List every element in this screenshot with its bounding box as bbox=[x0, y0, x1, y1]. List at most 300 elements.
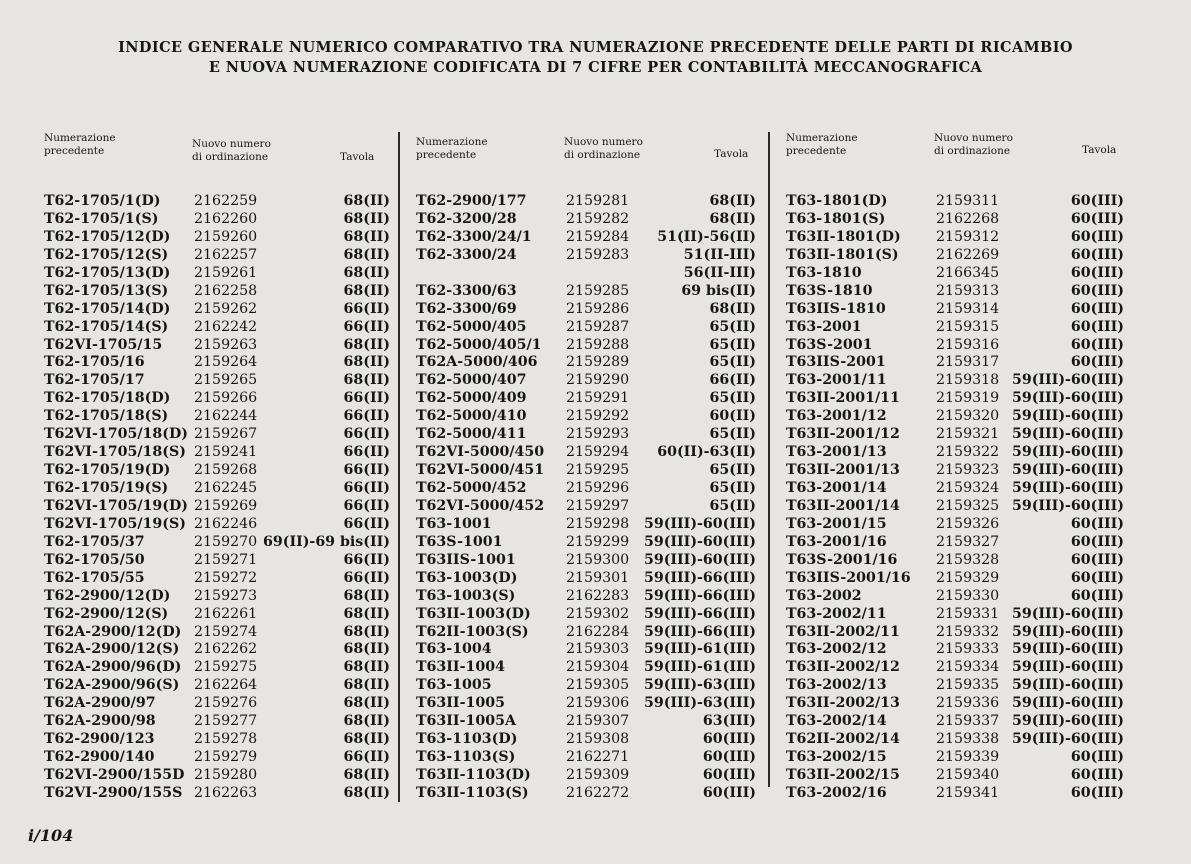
old-number-cell: T63-2001 bbox=[786, 318, 862, 335]
new-number-cell: 2159263 bbox=[194, 336, 258, 353]
table-row bbox=[416, 318, 756, 336]
table-row bbox=[44, 371, 390, 389]
rows-column-2 bbox=[416, 192, 756, 802]
new-number-cell: 2159316 bbox=[936, 336, 1000, 353]
old-number-cell: T62-1705/19(D) bbox=[44, 462, 171, 479]
new-number-cell: 2159330 bbox=[936, 587, 1000, 604]
tavola-cell: 65(II) bbox=[709, 462, 756, 479]
old-number-cell: T63II-1103(S) bbox=[416, 784, 529, 801]
tavola-cell: 68(II) bbox=[343, 695, 390, 712]
old-number-cell: T62VI-2900/155D bbox=[44, 767, 185, 783]
table-row bbox=[786, 569, 1124, 587]
new-number-cell: 2159300 bbox=[566, 551, 630, 568]
new-number-cell: 2162261 bbox=[194, 605, 258, 622]
tavola-cell: 59(III)-60(III) bbox=[643, 551, 756, 568]
tavola-cell: 60(III) bbox=[702, 749, 756, 766]
tavola-cell: 68(II) bbox=[343, 784, 390, 801]
new-number-cell: 2159302 bbox=[566, 605, 630, 622]
tavola-cell: 59(III)-60(III) bbox=[1011, 497, 1124, 514]
page-number: i/104 bbox=[28, 826, 74, 845]
new-number-cell: 2159313 bbox=[936, 282, 1000, 299]
new-number-cell: 2159268 bbox=[194, 462, 258, 479]
tavola-cell: 56(II-III) bbox=[683, 264, 756, 281]
new-number-cell: 2159303 bbox=[566, 641, 630, 658]
table-row bbox=[416, 497, 756, 515]
new-number-cell: 2162257 bbox=[194, 246, 258, 263]
tavola-cell: 59(III)-60(III) bbox=[1011, 713, 1124, 730]
tavola-cell: 60(II)-63(II) bbox=[657, 444, 756, 461]
old-number-cell: T62-1705/37 bbox=[44, 533, 145, 550]
tavola-cell: 59(III)-60(III) bbox=[643, 515, 756, 532]
tavola-cell: 59(III)-60(III) bbox=[1011, 444, 1124, 461]
tavola-cell: 65(II) bbox=[709, 354, 756, 371]
tavola-cell: 59(III)-60(III) bbox=[1011, 623, 1124, 640]
old-number-cell: T63S-1810 bbox=[786, 282, 873, 299]
old-number-cell: T62A-5000/406 bbox=[416, 354, 538, 371]
column-divider-2 bbox=[768, 132, 770, 787]
new-number-cell: 2159294 bbox=[566, 444, 630, 461]
table-row bbox=[786, 712, 1124, 730]
old-number-cell: T62-1705/18(S) bbox=[44, 408, 169, 425]
tavola-cell: 59(III)-63(III) bbox=[643, 695, 756, 712]
tavola-cell: 65(II) bbox=[709, 390, 756, 407]
table-row bbox=[786, 766, 1124, 784]
old-number-cell: T62-1705/50 bbox=[44, 551, 145, 568]
old-number-cell: T62-2900/177 bbox=[416, 193, 527, 209]
new-number-cell: 2159314 bbox=[936, 300, 1000, 317]
table-row bbox=[786, 264, 1124, 282]
old-number-cell: T63-1801(D) bbox=[786, 193, 888, 209]
table-row bbox=[416, 192, 756, 210]
new-number-cell: 2162260 bbox=[194, 210, 258, 227]
old-number-cell: T63II-1005A bbox=[416, 713, 516, 730]
tavola-cell: 59(III)-66(III) bbox=[643, 569, 756, 586]
tavola-cell: 51(II-III) bbox=[683, 246, 756, 263]
new-number-cell: 2162264 bbox=[194, 677, 258, 694]
table-row bbox=[44, 479, 390, 497]
table-row bbox=[786, 587, 1124, 605]
tavola-cell: 68(II) bbox=[343, 264, 390, 281]
new-number-cell: 2159340 bbox=[936, 767, 1000, 783]
table-row bbox=[416, 300, 756, 318]
table-row bbox=[416, 658, 756, 676]
old-number-cell: T62-5000/405/1 bbox=[416, 336, 542, 353]
table-row bbox=[786, 282, 1124, 300]
old-number-cell: T63-2001/11 bbox=[786, 372, 887, 389]
old-number-cell: T62-1705/55 bbox=[44, 569, 145, 586]
tavola-cell: 66(II) bbox=[343, 426, 390, 443]
old-number-cell: T62-5000/407 bbox=[416, 372, 527, 389]
tavola-cell: 60(III) bbox=[702, 784, 756, 801]
tavola-cell: 66(II) bbox=[343, 551, 390, 568]
old-number-cell: T62-3300/69 bbox=[416, 300, 517, 317]
tavola-cell: 59(III)-60(III) bbox=[1011, 462, 1124, 479]
old-number-cell: T62-3300/24 bbox=[416, 246, 517, 263]
table-row bbox=[44, 766, 390, 784]
old-number-cell: T63-1003(D) bbox=[416, 569, 518, 586]
tavola-cell: 68(II) bbox=[343, 210, 390, 227]
tavola-cell: 60(III) bbox=[1070, 282, 1124, 299]
new-number-cell: 2162283 bbox=[566, 587, 630, 604]
new-number-cell: 2159319 bbox=[936, 390, 1000, 407]
old-number-cell: T62VI-1705/18(S) bbox=[44, 444, 186, 461]
tavola-cell: 60(III) bbox=[1070, 749, 1124, 766]
new-number-cell: 2159292 bbox=[566, 408, 630, 425]
tavola-cell: 66(II) bbox=[343, 749, 390, 766]
new-number-cell: 2159290 bbox=[566, 372, 630, 389]
table-row bbox=[786, 425, 1124, 443]
table-row bbox=[786, 551, 1124, 569]
table-row bbox=[44, 407, 390, 425]
tavola-cell: 59(III)-60(III) bbox=[1011, 408, 1124, 425]
table-row bbox=[44, 730, 390, 748]
new-number-cell: 2159312 bbox=[936, 228, 1000, 245]
old-number-cell: T63II-1801(S) bbox=[786, 246, 899, 263]
tavola-cell: 60(III) bbox=[702, 731, 756, 748]
table-row bbox=[44, 784, 390, 802]
tavola-cell: 60(III) bbox=[1070, 228, 1124, 245]
tavola-cell: 60(III) bbox=[1070, 210, 1124, 227]
old-number-cell: T63II-2001/13 bbox=[786, 462, 900, 479]
table-row bbox=[416, 533, 756, 551]
new-number-cell: 2159328 bbox=[936, 551, 1000, 568]
new-number-cell: 2159279 bbox=[194, 749, 258, 766]
table-row bbox=[44, 497, 390, 515]
new-number-cell: 2159337 bbox=[936, 713, 1000, 730]
old-number-cell: T63II-2002/11 bbox=[786, 623, 900, 640]
rows-column-3 bbox=[786, 192, 1124, 802]
table-row bbox=[416, 605, 756, 623]
new-number-cell: 2159299 bbox=[566, 533, 630, 550]
table-row bbox=[44, 533, 390, 551]
tavola-cell: 60(III) bbox=[1070, 246, 1124, 263]
tavola-cell: 68(II) bbox=[343, 677, 390, 694]
new-number-cell: 2159282 bbox=[566, 210, 630, 227]
old-number-cell: T62A-2900/12(S) bbox=[44, 641, 180, 658]
table-row bbox=[416, 264, 756, 282]
table-row bbox=[416, 623, 756, 641]
old-number-cell: T63-1004 bbox=[416, 641, 492, 658]
new-number-cell: 2159284 bbox=[566, 228, 630, 245]
new-number-cell: 2159288 bbox=[566, 336, 630, 353]
tavola-cell: 68(II) bbox=[343, 659, 390, 676]
title-line-1: INDICE GENERALE NUMERICO COMPARATIVO TRA NUMERAZIONE PRECEDENTE DELLE PARTI DI RICAMBIO bbox=[118, 39, 1073, 56]
new-number-cell: 2159278 bbox=[194, 731, 258, 748]
old-number-cell: T62A-2900/96(S) bbox=[44, 677, 180, 694]
table-row bbox=[44, 640, 390, 658]
tavola-cell: 59(III)-61(III) bbox=[643, 659, 756, 676]
new-number-cell: 2159320 bbox=[936, 408, 1000, 425]
tavola-cell: 68(II) bbox=[709, 210, 756, 227]
tavola-cell: 60(III) bbox=[1070, 551, 1124, 568]
tavola-cell: 60(III) bbox=[1070, 354, 1124, 371]
table-row bbox=[44, 587, 390, 605]
new-number-cell: 2159327 bbox=[936, 533, 1000, 550]
table-row bbox=[416, 443, 756, 461]
table-row bbox=[786, 533, 1124, 551]
old-number-cell: T62-5000/405 bbox=[416, 318, 527, 335]
old-number-cell: T63-2002/11 bbox=[786, 605, 887, 622]
table-row bbox=[416, 676, 756, 694]
table-row bbox=[44, 569, 390, 587]
table-row bbox=[786, 605, 1124, 623]
old-number-cell: T63II-1801(D) bbox=[786, 228, 901, 245]
tavola-cell: 65(II) bbox=[709, 426, 756, 443]
table-row bbox=[416, 461, 756, 479]
old-number-cell: T62-1705/1(D) bbox=[44, 193, 161, 209]
table-row bbox=[786, 784, 1124, 802]
new-number-cell: 2159335 bbox=[936, 677, 1000, 694]
table-row bbox=[786, 748, 1124, 766]
new-number-cell: 2159324 bbox=[936, 480, 1000, 496]
old-number-cell: T63II-1003(D) bbox=[416, 605, 531, 622]
new-number-cell: 2159298 bbox=[566, 515, 630, 532]
old-number-cell: T63-1003(S) bbox=[416, 587, 516, 604]
table-row bbox=[44, 425, 390, 443]
table-row bbox=[786, 640, 1124, 658]
tavola-cell: 59(III)-60(III) bbox=[643, 533, 756, 550]
table-row bbox=[786, 623, 1124, 641]
table-row bbox=[416, 228, 756, 246]
table-row bbox=[44, 712, 390, 730]
header-old-number: Numerazione precedente bbox=[416, 136, 488, 161]
table-row bbox=[44, 658, 390, 676]
table-row bbox=[44, 336, 390, 354]
tavola-cell: 66(II) bbox=[709, 372, 756, 389]
table-row bbox=[44, 246, 390, 264]
old-number-cell: T62-1705/14(D) bbox=[44, 300, 171, 317]
new-number-cell: 2159293 bbox=[566, 426, 630, 443]
new-number-cell: 2159276 bbox=[194, 695, 258, 712]
tavola-cell: 60(III) bbox=[1070, 784, 1124, 801]
new-number-cell: 2162244 bbox=[194, 408, 258, 425]
table-row bbox=[786, 515, 1124, 533]
new-number-cell: 2159305 bbox=[566, 677, 630, 694]
table-row bbox=[416, 282, 756, 300]
table-row bbox=[416, 551, 756, 569]
new-number-cell: 2159296 bbox=[566, 480, 630, 496]
new-number-cell: 2162259 bbox=[194, 193, 258, 209]
new-number-cell: 2159322 bbox=[936, 444, 1000, 461]
header-new-number: Nuovo numero di ordinazione bbox=[192, 138, 271, 163]
header-tavola: Tavola bbox=[340, 151, 375, 163]
new-number-cell: 2162272 bbox=[566, 784, 630, 801]
old-number-cell: T63IIS-1810 bbox=[786, 300, 886, 317]
new-number-cell: 2159261 bbox=[194, 264, 258, 281]
table-row bbox=[416, 353, 756, 371]
new-number-cell: 2159264 bbox=[194, 354, 258, 371]
old-number-cell: T62-1705/16 bbox=[44, 354, 145, 371]
new-number-cell: 2159269 bbox=[194, 497, 258, 514]
new-number-cell: 2159274 bbox=[194, 623, 258, 640]
old-number-cell: T62-2900/12(D) bbox=[44, 587, 171, 604]
new-number-cell: 2159317 bbox=[936, 354, 1000, 371]
table-row bbox=[416, 515, 756, 533]
tavola-cell: 59(III)-60(III) bbox=[1011, 480, 1124, 496]
tavola-cell: 60(III) bbox=[1070, 515, 1124, 532]
old-number-cell: T62VI-5000/451 bbox=[416, 462, 545, 479]
table-row bbox=[44, 515, 390, 533]
header-new-number: Nuovo numero di ordinazione bbox=[934, 132, 1013, 157]
table-row bbox=[44, 318, 390, 336]
table-row bbox=[44, 282, 390, 300]
table-row bbox=[416, 587, 756, 605]
old-number-cell: T62VI-2900/155S bbox=[44, 784, 183, 801]
table-row bbox=[44, 389, 390, 407]
old-number-cell: T63II-2001/12 bbox=[786, 426, 900, 443]
table-row bbox=[786, 461, 1124, 479]
old-number-cell: T62-2900/123 bbox=[44, 731, 155, 748]
old-number-cell: T63-1103(D) bbox=[416, 731, 518, 748]
tavola-cell: 68(II) bbox=[343, 641, 390, 658]
old-number-cell: T62VI-1705/15 bbox=[44, 336, 163, 353]
table-row bbox=[416, 766, 756, 784]
table-row bbox=[786, 192, 1124, 210]
new-number-cell: 2166345 bbox=[936, 264, 1000, 281]
table-row bbox=[786, 497, 1124, 515]
tavola-cell: 68(II) bbox=[343, 605, 390, 622]
old-number-cell: T63-2001/15 bbox=[786, 515, 887, 532]
old-number-cell: T62-5000/409 bbox=[416, 390, 527, 407]
table-row bbox=[786, 228, 1124, 246]
old-number-cell: T63II-1004 bbox=[416, 659, 505, 676]
tavola-cell: 65(II) bbox=[709, 336, 756, 353]
table-row bbox=[416, 712, 756, 730]
new-number-cell: 2159283 bbox=[566, 246, 630, 263]
tavola-cell: 66(II) bbox=[343, 318, 390, 335]
new-number-cell: 2159321 bbox=[936, 426, 1000, 443]
rows-column-1 bbox=[44, 192, 390, 802]
tavola-cell: 60(III) bbox=[1070, 336, 1124, 353]
old-number-cell: T62-3300/63 bbox=[416, 282, 517, 299]
new-number-cell: 2159267 bbox=[194, 426, 258, 443]
new-number-cell: 2159341 bbox=[936, 784, 1000, 801]
new-number-cell: 2162262 bbox=[194, 641, 258, 658]
tavola-cell: 66(II) bbox=[343, 497, 390, 514]
column-divider-1 bbox=[398, 132, 400, 802]
tavola-cell: 66(II) bbox=[343, 444, 390, 461]
old-number-cell: T63S-2001 bbox=[786, 336, 873, 353]
old-number-cell: T62-5000/410 bbox=[416, 408, 527, 425]
tavola-cell: 60(III) bbox=[1070, 300, 1124, 317]
new-number-cell: 2162263 bbox=[194, 784, 258, 801]
new-number-cell: 2159260 bbox=[194, 228, 258, 245]
old-number-cell: T63-2001/16 bbox=[786, 533, 887, 550]
new-number-cell: 2159289 bbox=[566, 354, 630, 371]
table-row bbox=[416, 246, 756, 264]
tavola-cell: 63(III) bbox=[702, 713, 756, 730]
table-row bbox=[44, 192, 390, 210]
table-row bbox=[786, 479, 1124, 497]
new-number-cell: 2162271 bbox=[566, 749, 630, 766]
tavola-cell: 68(II) bbox=[709, 193, 756, 209]
tavola-cell: 68(II) bbox=[343, 228, 390, 245]
table-row bbox=[44, 461, 390, 479]
table-row bbox=[786, 300, 1124, 318]
table-row bbox=[416, 210, 756, 228]
old-number-cell: T63II-2001/14 bbox=[786, 497, 900, 514]
old-number-cell: T63S-1001 bbox=[416, 533, 503, 550]
tavola-cell: 60(III) bbox=[1070, 767, 1124, 783]
old-number-cell: T63II-1103(D) bbox=[416, 767, 531, 783]
table-row bbox=[786, 246, 1124, 264]
tavola-cell: 68(II) bbox=[343, 731, 390, 748]
table-row bbox=[44, 605, 390, 623]
old-number-cell: T63-1001 bbox=[416, 515, 492, 532]
old-number-cell: T62-2900/140 bbox=[44, 749, 155, 766]
new-number-cell: 2159281 bbox=[566, 193, 630, 209]
tavola-cell: 59(III)-61(III) bbox=[643, 641, 756, 658]
old-number-cell: T62-3300/24/1 bbox=[416, 228, 532, 245]
old-number-cell: T62-3200/28 bbox=[416, 210, 517, 227]
new-number-cell: 2159331 bbox=[936, 605, 1000, 622]
new-number-cell: 2159326 bbox=[936, 515, 1000, 532]
tavola-cell: 59(III)-63(III) bbox=[643, 677, 756, 694]
tavola-cell: 68(II) bbox=[343, 767, 390, 783]
new-number-cell: 2159323 bbox=[936, 462, 1000, 479]
tavola-cell: 59(III)-66(III) bbox=[643, 623, 756, 640]
new-number-cell: 2159304 bbox=[566, 659, 630, 676]
tavola-cell: 59(III)-60(III) bbox=[1011, 677, 1124, 694]
new-number-cell: 2159273 bbox=[194, 587, 258, 604]
tavola-cell: 69 bis(II) bbox=[681, 282, 756, 299]
new-number-cell: 2159286 bbox=[566, 300, 630, 317]
old-number-cell: T63II-2002/13 bbox=[786, 695, 900, 712]
tavola-cell: 59(III)-60(III) bbox=[1011, 372, 1124, 389]
old-number-cell: T62VI-1705/19(S) bbox=[44, 515, 186, 532]
tavola-cell: 51(II)-56(II) bbox=[657, 228, 756, 245]
table-row bbox=[44, 623, 390, 641]
new-number-cell: 2159280 bbox=[194, 767, 258, 783]
tavola-cell: 66(II) bbox=[343, 515, 390, 532]
table-row bbox=[44, 210, 390, 228]
tavola-cell: 59(III)-60(III) bbox=[1011, 641, 1124, 658]
old-number-cell: T63II-2002/12 bbox=[786, 659, 900, 676]
new-number-cell: 2159311 bbox=[936, 193, 1000, 209]
new-number-cell: 2159306 bbox=[566, 695, 630, 712]
table-row bbox=[44, 353, 390, 371]
old-number-cell: T62-5000/452 bbox=[416, 480, 527, 496]
new-number-cell: 2159262 bbox=[194, 300, 258, 317]
tavola-cell: 60(III) bbox=[1070, 569, 1124, 586]
page-title bbox=[0, 38, 1191, 78]
tavola-cell: 66(II) bbox=[343, 408, 390, 425]
new-number-cell: 2159333 bbox=[936, 641, 1000, 658]
tavola-cell: 59(III)-60(III) bbox=[1011, 605, 1124, 622]
table-row bbox=[786, 353, 1124, 371]
new-number-cell: 2159301 bbox=[566, 569, 630, 586]
old-number-cell: T63-1801(S) bbox=[786, 210, 886, 227]
tavola-cell: 68(II) bbox=[343, 623, 390, 640]
tavola-cell: 66(II) bbox=[343, 462, 390, 479]
old-number-cell: T62-1705/17 bbox=[44, 372, 145, 389]
old-number-cell: T62A-2900/96(D) bbox=[44, 659, 182, 676]
table-row bbox=[786, 336, 1124, 354]
old-number-cell: T63-2001/13 bbox=[786, 444, 887, 461]
old-number-cell: T62VI-5000/452 bbox=[416, 497, 545, 514]
tavola-cell: 66(II) bbox=[343, 480, 390, 496]
tavola-cell: 68(II) bbox=[343, 587, 390, 604]
tavola-cell: 68(II) bbox=[343, 193, 390, 209]
new-number-cell: 2159291 bbox=[566, 390, 630, 407]
table-row bbox=[44, 443, 390, 461]
tavola-cell: 60(III) bbox=[1070, 193, 1124, 209]
table-row bbox=[44, 676, 390, 694]
tavola-cell: 59(III)-60(III) bbox=[1011, 426, 1124, 443]
header-new-number: Nuovo numero di ordinazione bbox=[564, 136, 643, 161]
tavola-cell: 68(II) bbox=[343, 336, 390, 353]
new-number-cell: 2159318 bbox=[936, 372, 1000, 389]
